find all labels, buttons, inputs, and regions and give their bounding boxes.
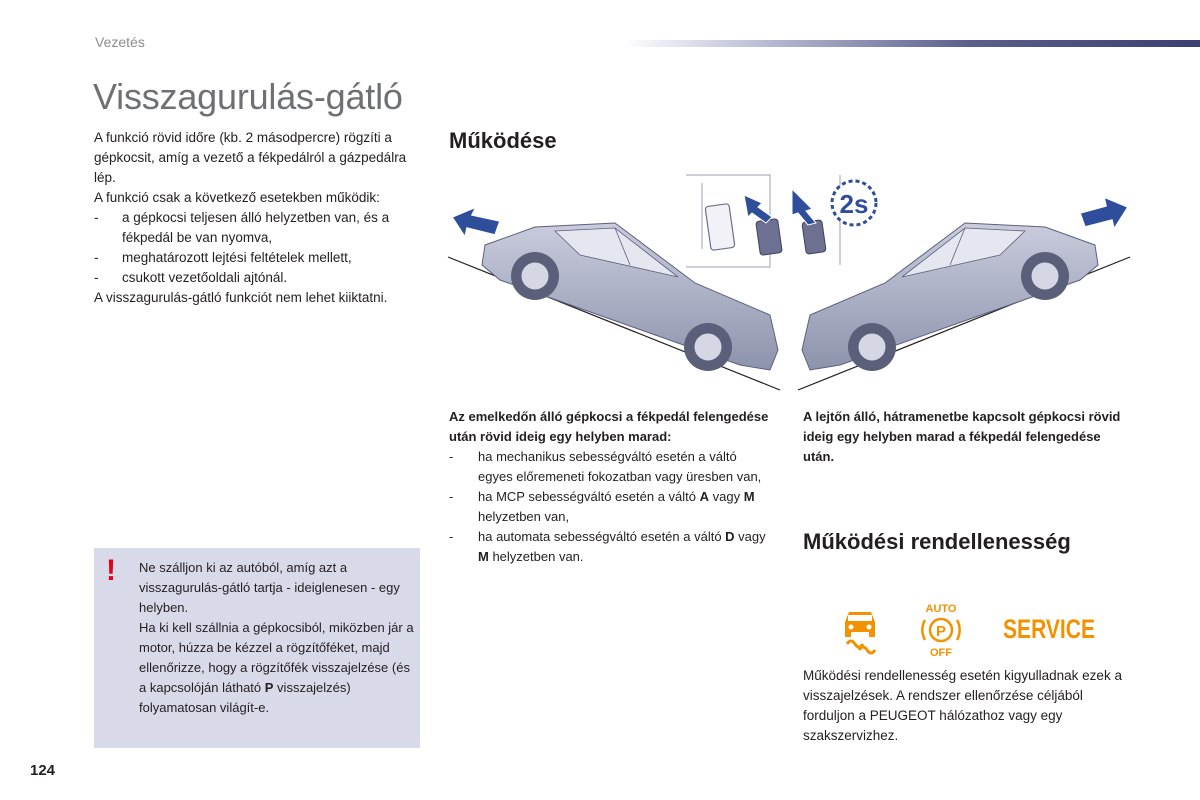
- warning-icon: !: [106, 554, 116, 587]
- warning-paragraph: [139, 618, 414, 718]
- caption-heading: Az emelkedőn álló gépkocsi a fékpedál felengedése után rövid ideig egy helyben marad:: [449, 409, 769, 444]
- gearbox-list: [449, 447, 769, 567]
- list-text: ha MCP sebességváltó esetén a váltó: [478, 489, 700, 504]
- gear-letter: M: [478, 549, 489, 564]
- auto-parking-brake-off-icon: [922, 603, 959, 659]
- list-item: - meghatározott lejtési feltételek mellett,: [94, 248, 424, 268]
- condition-list: [94, 208, 424, 288]
- warning-text: [139, 558, 414, 718]
- list-item: [449, 527, 769, 567]
- list-item: [449, 487, 769, 527]
- timer-label: 2s: [839, 189, 869, 219]
- header-bar: [622, 40, 1200, 47]
- timer-icon: [832, 181, 876, 225]
- list-text: helyzetben van.: [488, 549, 584, 564]
- malfunction-text: [803, 666, 1133, 746]
- intro-text: [94, 128, 424, 308]
- warning-box: [94, 548, 420, 748]
- warning-lamps: [835, 600, 1135, 660]
- malfunction-paragraph: Működési rendellenesség esetén kigyulladnak ezek a visszajelzések. A rendszer ellenőrzése céljából forduljon a PEUGEOT hálózathoz vagy egy szakszervizhez.: [803, 668, 1122, 743]
- forward-arrow-icon: [452, 207, 500, 237]
- list-item: [449, 447, 769, 487]
- uphill-caption: [449, 407, 769, 567]
- intro-paragraph: A funkció csak a következő esetekben működik:: [94, 190, 380, 205]
- list-item: - a gépkocsi teljesen álló helyzetben van, és a fékpedál be van nyomva,: [94, 208, 424, 248]
- warning-bold: P: [264, 680, 274, 695]
- intro-paragraph: A funkció rövid időre (kb. 2 másodpercre) rögzíti a gépkocsit, amíg a vezető a fékpedálról a gázpedálra lép.: [94, 130, 407, 185]
- list-text: vagy: [709, 489, 744, 504]
- list-item: - csukott vezetőoldali ajtónál.: [94, 268, 424, 288]
- skid-warning-icon: [845, 612, 875, 653]
- warning-span: visszajelzés) folyamatosan világít-e.: [139, 680, 351, 715]
- service-warning-icon: [1003, 614, 1095, 644]
- warning-paragraph: Ne szálljon ki az autóból, amíg azt a visszagurulás-gátló tartja - ideiglenesen - egy helyben.: [139, 560, 400, 615]
- gear-letter: M: [743, 489, 755, 504]
- list-text: ha automata sebességváltó esetén a váltó: [478, 529, 726, 544]
- gear-letter: D: [725, 529, 735, 544]
- icon-auto-label: AUTO: [925, 603, 957, 615]
- section-label: Vezetés: [95, 34, 145, 50]
- list-text: vagy: [734, 529, 766, 544]
- operation-heading: Működése: [449, 128, 557, 153]
- hill-hold-illustration: [440, 165, 1140, 405]
- list-text: ha mechanikus sebességváltó esetén a váltó egyes előremeneti fokozatban vagy üresben van,: [478, 449, 762, 484]
- malfunction-heading: Működési rendellenesség: [803, 529, 1071, 554]
- pedals-image: [686, 175, 840, 267]
- downhill-caption: A lejtőn álló, hátramenetbe kapcsolt gépkocsi rövid ideig egy helyben marad a fékpedál felengedése után.: [803, 409, 1121, 464]
- icon-off-label: OFF: [930, 647, 952, 659]
- page-number: 124: [30, 762, 56, 779]
- intro-paragraph: A visszagurulás-gátló funkciót nem lehet kiiktatni.: [94, 290, 388, 305]
- icon-p-label: P: [935, 623, 947, 640]
- warning-span: Ha ki kell szállnia a gépkocsiból, miközben jár a motor, húzza be kézzel a rögzítőféket, majd ellenőrizze, hogy a rögzítőfék visszajelzése (és a kapcsolóján látható: [139, 620, 414, 695]
- page-title: Visszagurulás-gátló: [93, 76, 403, 117]
- icon-service-label: SERVICE: [1003, 614, 1095, 644]
- downhill-car-image: [798, 223, 1130, 390]
- gear-letter: A: [699, 489, 710, 504]
- list-text: helyzetben van,: [478, 509, 570, 524]
- reverse-arrow-icon: [1080, 197, 1128, 229]
